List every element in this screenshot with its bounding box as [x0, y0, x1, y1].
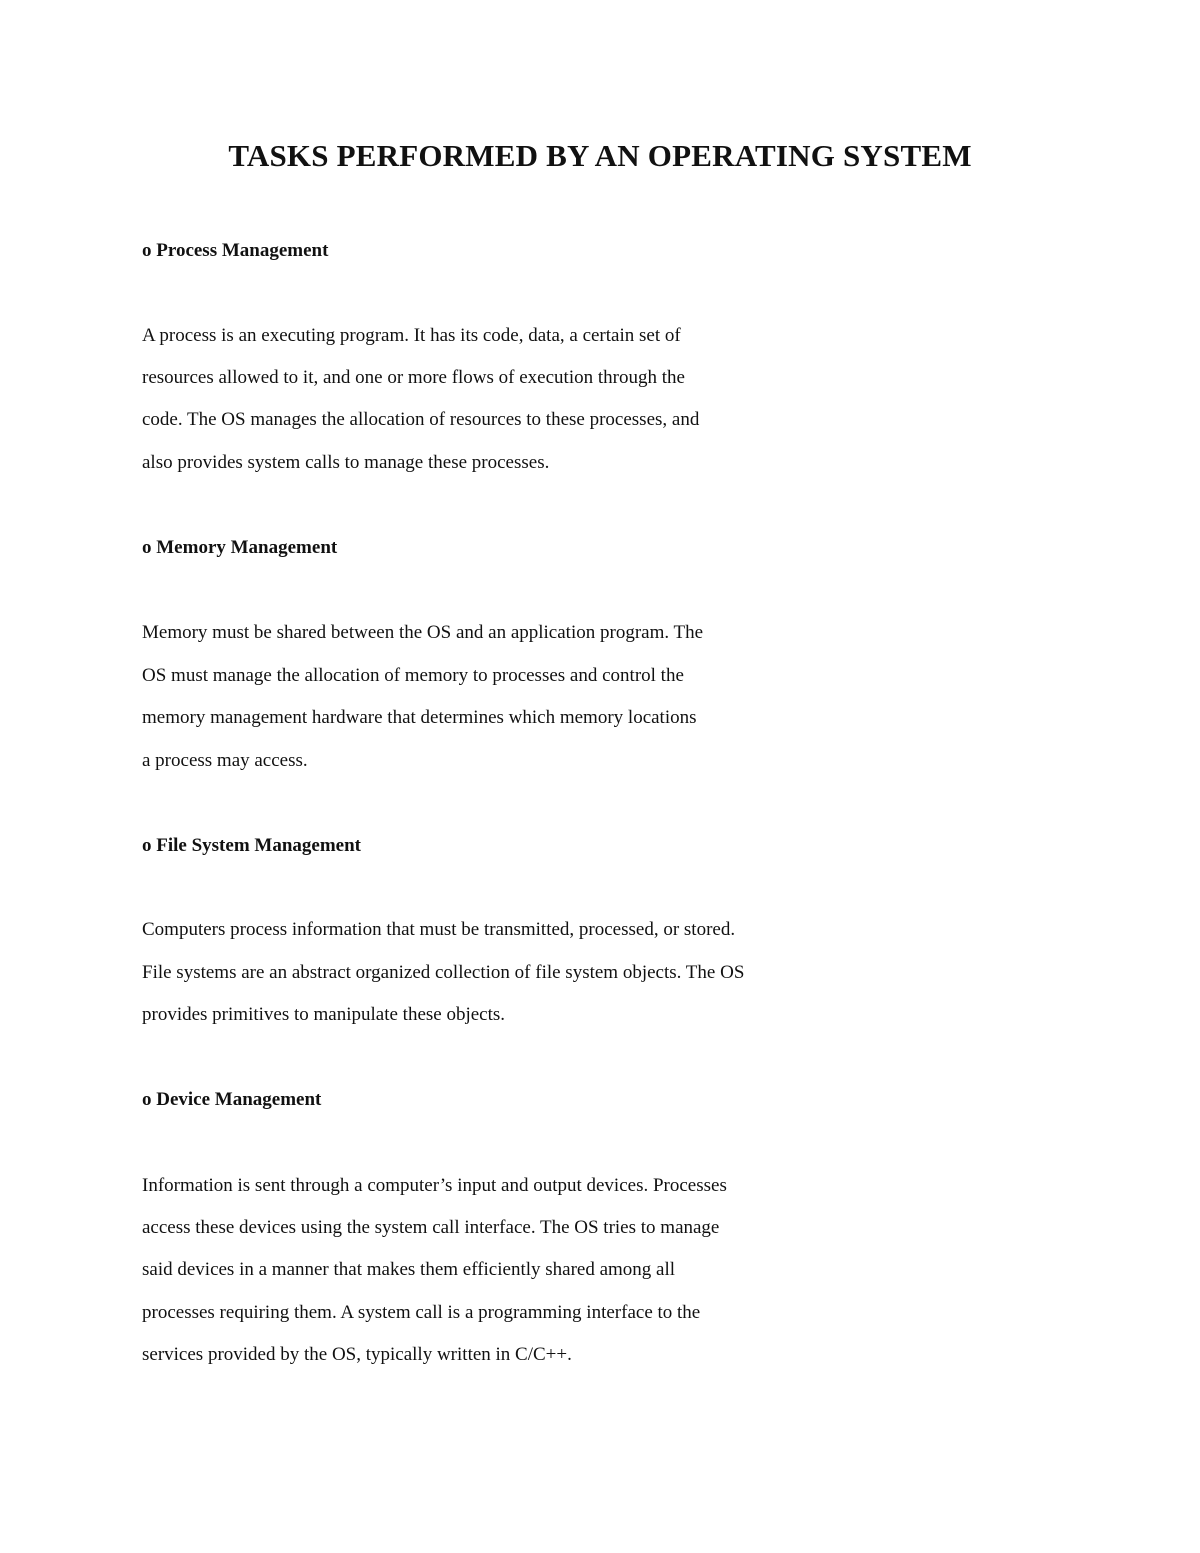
paragraph-line: code. The OS manages the allocation of resources to these processes, and [142, 409, 700, 430]
paragraph-line: access these devices using the system call interface. The OS tries to manage [142, 1217, 720, 1238]
paragraph-line: said devices in a manner that makes them efficiently shared among all [142, 1259, 676, 1280]
paragraph-line: services provided by the OS, typically written in C/C++. [142, 1344, 572, 1365]
paragraph-line: also provides system calls to manage these processes. [142, 452, 550, 473]
paragraph-line: OS must manage the allocation of memory to processes and control the [142, 665, 684, 686]
section-heading: o File System Management [142, 835, 361, 856]
paragraph-line: memory management hardware that determines which memory locations [142, 707, 697, 728]
paragraph-line: Information is sent through a computer’s input and output devices. Processes [142, 1175, 727, 1196]
paragraph-line: a process may access. [142, 750, 308, 771]
document-title: TASKS PERFORMED BY AN OPERATING SYSTEM [228, 138, 972, 173]
paragraph-line: Memory must be shared between the OS and an application program. The [142, 622, 704, 643]
section-heading: o Memory Management [142, 537, 338, 558]
paragraph-line: provides primitives to manipulate these objects. [142, 1004, 506, 1025]
section-heading: o Device Management [142, 1089, 322, 1110]
paragraph-line: resources allowed to it, and one or more flows of execution through the [142, 367, 685, 388]
paragraph-line: A process is an executing program. It has its code, data, a certain set of [142, 325, 681, 346]
paragraph-line: Computers process information that must be transmitted, processed, or stored. [142, 919, 736, 940]
paragraph-line: File systems are an abstract organized collection of file system objects. The OS [142, 962, 745, 983]
section-heading: o Process Management [142, 240, 329, 261]
paragraph-line: processes requiring them. A system call is a programming interface to the [142, 1302, 701, 1323]
